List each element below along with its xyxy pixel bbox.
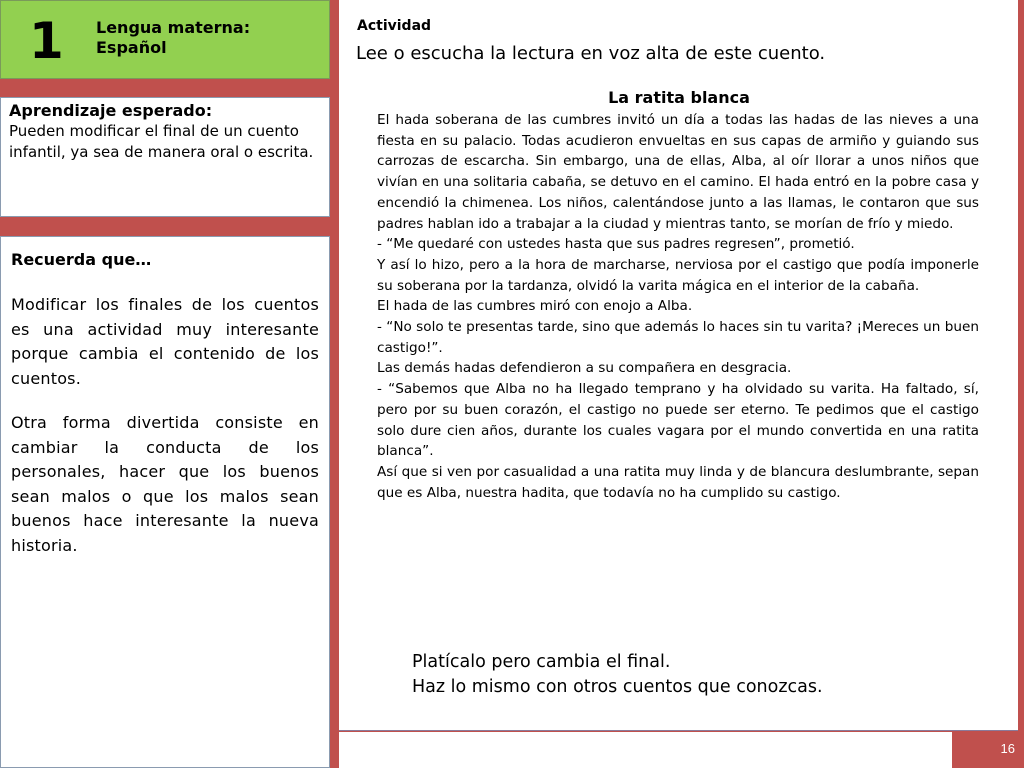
- page-number: 16: [1000, 741, 1015, 756]
- story-paragraph: El hada soberana de las cumbres invitó un día a todas las hadas de las nieves a una fiesta en su palacio. Todas acudieron envueltas en sus capas de armiño y guiando sus carrozas de escarcha. Sin embargo, una de ellas, Alba, al oír llorar a unos niños que vivían en una solitaria cabaña, se detuvo en el camino. El hada entró en la pobre casa y encendió la chimenea. Los niños, calentándose junto a las llamas, le contaron que sus padres hablan ido a trabajar a la ciudad y mientras tanto, se morían de frío y miedo.: [377, 112, 979, 232]
- subject-line-1: Lengua materna:: [96, 18, 251, 37]
- unit-header: [0, 0, 330, 79]
- aprendizaje-title: Aprendizaje esperado:: [9, 101, 213, 120]
- story-paragraph: - “Sabemos que Alba no ha llegado temprano y ha olvidado su varita. Ha faltado, sí, pero por su buen corazón, el castigo no puede ser eterno. Te pedimos que el castigo solo dure cien años, durante los cuales vagara por el mundo convertida en una ratita blanca”.: [377, 381, 979, 460]
- subject-title: [96, 18, 250, 58]
- recuerda-title: Recuerda que…: [11, 250, 152, 269]
- story-paragraph: Así que si ven por casualidad a una ratita muy linda y de blancura deslumbrante, sepan que es Alba, nuestra hadita, que todavía no ha cumplido su castigo.: [377, 463, 979, 501]
- story-paragraph: Y así lo hizo, pero a la hora de marcharse, nerviosa por el castigo que podía imponerle su soberana por la tardanza, olvidó la varita mágica en el interior de la cabaña.: [377, 256, 979, 294]
- footer-bar: [339, 732, 952, 768]
- story-paragraph: Las demás hadas defendieron a su compañera en desgracia.: [377, 360, 792, 377]
- story-paragraph: - “No solo te presentas tarde, sino que además lo haces sin tu varita? ¡Mereces un buen castigo!”.: [377, 319, 979, 356]
- right-border: [1018, 0, 1024, 732]
- closing-instructions: [412, 650, 823, 700]
- closing-line-2: Haz lo mismo con otros cuentos que conozcas.: [412, 677, 823, 697]
- story-body: [377, 110, 979, 503]
- actividad-label: Actividad: [357, 18, 432, 34]
- story-title: La ratita blanca: [608, 88, 750, 107]
- subject-line-2: Español: [96, 38, 167, 57]
- page-number-box: [952, 732, 1024, 768]
- recuerda-que-box: [0, 236, 330, 768]
- aprendizaje-text: Pueden modificar el final de un cuento infantil, ya sea de manera oral o escrita.: [9, 122, 314, 161]
- recuerda-paragraph: Modificar los finales de los cuentos es una actividad muy interesante porque cambia el contenido de los cuentos.: [11, 295, 319, 388]
- unit-number: 1: [29, 12, 64, 70]
- story-paragraph: - “Me quedaré con ustedes hasta que sus padres regresen”, prometió.: [377, 236, 855, 253]
- activity-panel: [339, 0, 1019, 731]
- closing-line-1: Platícalo pero cambia el final.: [412, 652, 671, 672]
- actividad-instruction: Lee o escucha la lectura en voz alta de este cuento.: [356, 43, 826, 64]
- story-paragraph: El hada de las cumbres miró con enojo a Alba.: [377, 298, 693, 315]
- aprendizaje-esperado-box: [0, 97, 330, 217]
- recuerda-paragraph: Otra forma divertida consiste en cambiar la conducta de los personales, hacer que los buenos sean malos o que los malos sean buenos hace interesante la nueva historia.: [11, 413, 319, 555]
